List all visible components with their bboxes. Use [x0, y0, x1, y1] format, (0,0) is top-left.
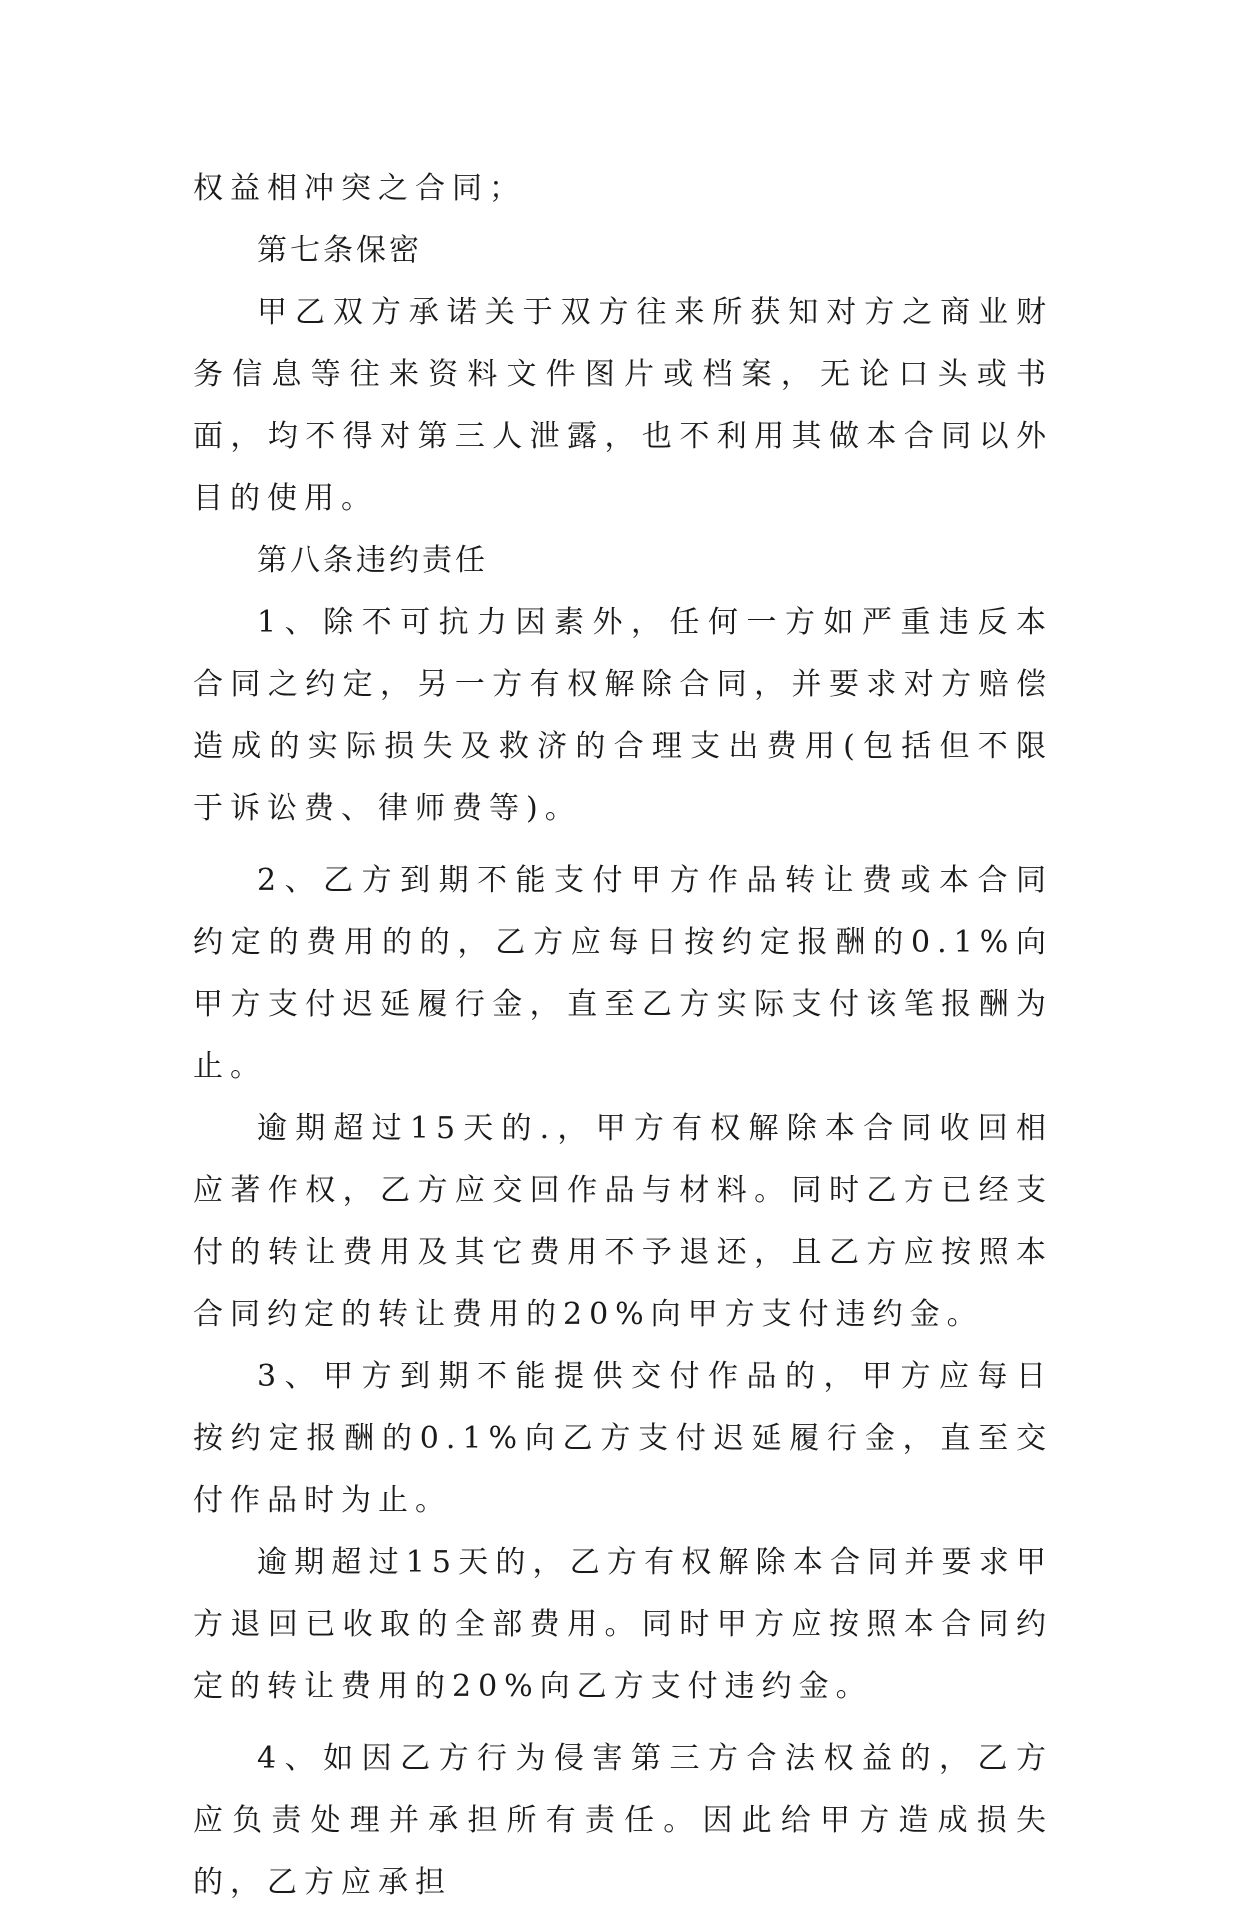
- paragraph-confidentiality: 甲乙双方承诺关于双方往来所获知对方之商业财务信息等往来资料文件图片或档案，无论口头或书面，均不得对第三人泄露，也不利用其做本合同以外目的使用。: [193, 295, 1053, 516]
- section-heading-confidentiality: 第七条保密: [257, 233, 422, 268]
- paragraph-continuation: 权益相冲突之合同；: [193, 171, 526, 206]
- document-page: [193, 158, 1053, 1914]
- paragraph-clause-3: 3、甲方到期不能提供交付作品的，甲方应每日按约定报酬的0.1%向乙方支付迟延履行金，直至交付作品时为止。: [193, 1359, 1053, 1518]
- paragraph-clause-4: 4、如因乙方行为侵害第三方合法权益的，乙方应负责处理并承担所有责任。因此给甲方造成损失的，乙方应承担: [193, 1741, 1053, 1900]
- section-heading-liability: 第八条违约责任: [257, 543, 488, 578]
- paragraph-clause-2: 2、乙方到期不能支付甲方作品转让费或本合同约定的费用的的，乙方应每日按约定报酬的0.1%向甲方支付迟延履行金，直至乙方实际支付该笔报酬为止。: [193, 863, 1053, 1084]
- paragraph-clause-1: 1、除不可抗力因素外，任何一方如严重违反本合同之约定，另一方有权解除合同，并要求对方赔偿造成的实际损失及救济的合理支出费用(包括但不限于诉讼费、律师费等)。: [193, 605, 1053, 826]
- paragraph-clause-2-overdue: 逾期超过15天的.，甲方有权解除本合同收回相应著作权，乙方应交回作品与材料。同时乙方已经支付的转让费用及其它费用不予退还，且乙方应按照本合同约定的转让费用的20%向甲方支付违约金。: [193, 1111, 1053, 1332]
- paragraph-clause-3-overdue: 逾期超过15天的，乙方有权解除本合同并要求甲方退回已收取的全部费用。同时甲方应按照本合同约定的转让费用的20%向乙方支付违约金。: [193, 1545, 1053, 1704]
